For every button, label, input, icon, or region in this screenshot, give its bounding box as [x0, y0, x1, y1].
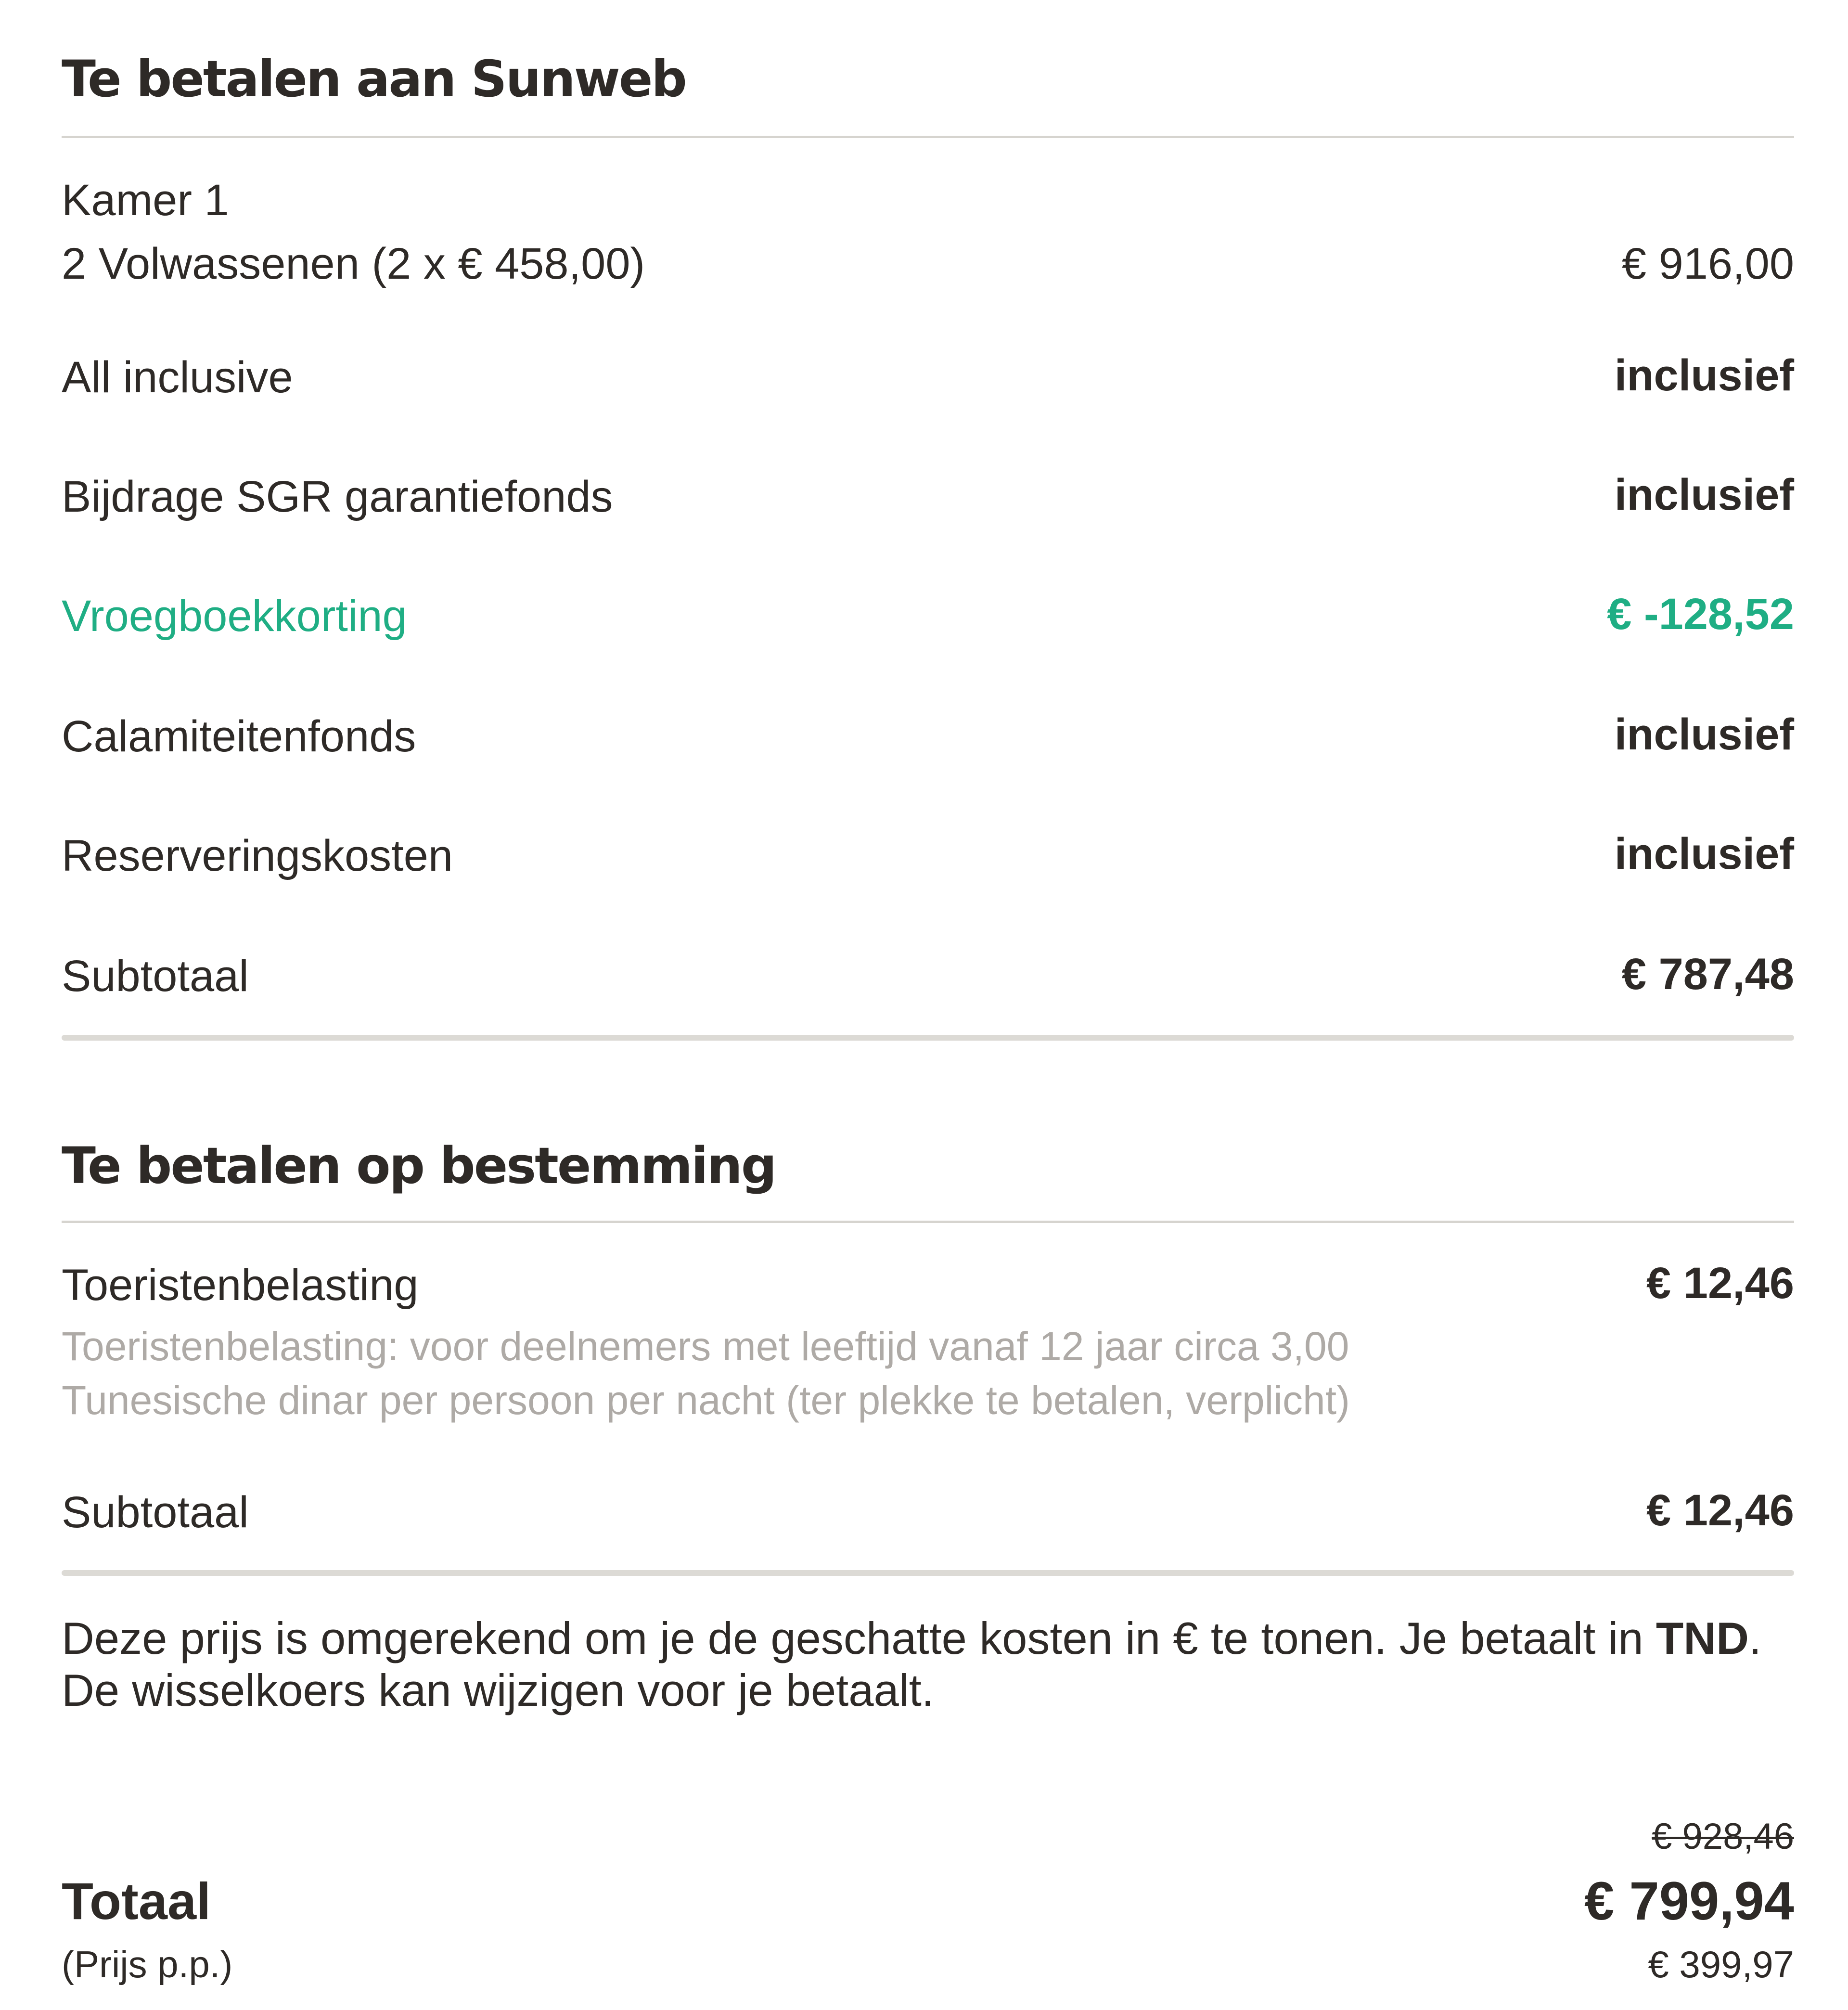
section-divider [62, 1570, 1794, 1576]
section-title-destination: Te betalen op bestemming [62, 1136, 776, 1195]
currency-note-text-1: Deze prijs is omgerekend om je de geschatte kosten in € te tonen. Je betaalt in [62, 1613, 1656, 1663]
section-divider [62, 1035, 1794, 1041]
subtotal-destination-label: Subtotaal [62, 1488, 249, 1537]
currency-note-text-2: . De wisselkoers kan wijzigen voor je betaalt. [62, 1613, 1762, 1715]
total-label: Totaal [62, 1872, 211, 1930]
all-inclusive-label: All inclusive [62, 353, 293, 402]
sgr-value: inclusief [1614, 470, 1794, 519]
original-total-price: € 928,46 [1652, 1816, 1794, 1857]
subtotal-sunweb-value: € 787,48 [1621, 950, 1794, 999]
reservation-costs-value: inclusief [1614, 829, 1794, 878]
total-price: € 799,94 [1584, 1871, 1794, 1931]
reservation-costs-label: Reserveringskosten [62, 831, 453, 880]
calamity-fund-value: inclusief [1614, 710, 1794, 759]
adults-label: 2 Volwassenen (2 x € 458,00) [62, 239, 645, 288]
section-title-sunweb: Te betalen aan Sunweb [62, 50, 686, 108]
early-booking-discount-value: € -128,52 [1607, 590, 1794, 639]
early-booking-discount-label: Vroegboekkorting [62, 592, 407, 641]
calamity-fund-label: Calamiteitenfonds [62, 712, 416, 761]
divider [62, 1221, 1794, 1223]
currency-conversion-note [62, 1612, 1794, 1716]
room-label: Kamer 1 [62, 176, 229, 225]
subtotal-sunweb-label: Subtotaal [62, 952, 249, 1001]
tourist-tax-label: Toeristenbelasting [62, 1261, 419, 1310]
divider [62, 136, 1794, 138]
tourist-tax-description-line1: Toeristenbelasting: voor deelnemers met leeftijd vanaf 12 jaar circa 3,00 [62, 1324, 1349, 1369]
all-inclusive-value: inclusief [1614, 351, 1794, 400]
price-per-person-label: (Prijs p.p.) [62, 1943, 233, 1985]
tourist-tax-description-line2: Tunesische dinar per persoon per nacht (ter plekke te betalen, verplicht) [62, 1378, 1350, 1423]
adults-price: € 916,00 [1621, 239, 1794, 288]
tourist-tax-value: € 12,46 [1646, 1259, 1794, 1308]
subtotal-destination-value: € 12,46 [1646, 1486, 1794, 1535]
currency-code: TND [1656, 1613, 1749, 1663]
price-per-person-value: € 399,97 [1648, 1943, 1794, 1985]
sgr-label: Bijdrage SGR garantiefonds [62, 472, 613, 521]
